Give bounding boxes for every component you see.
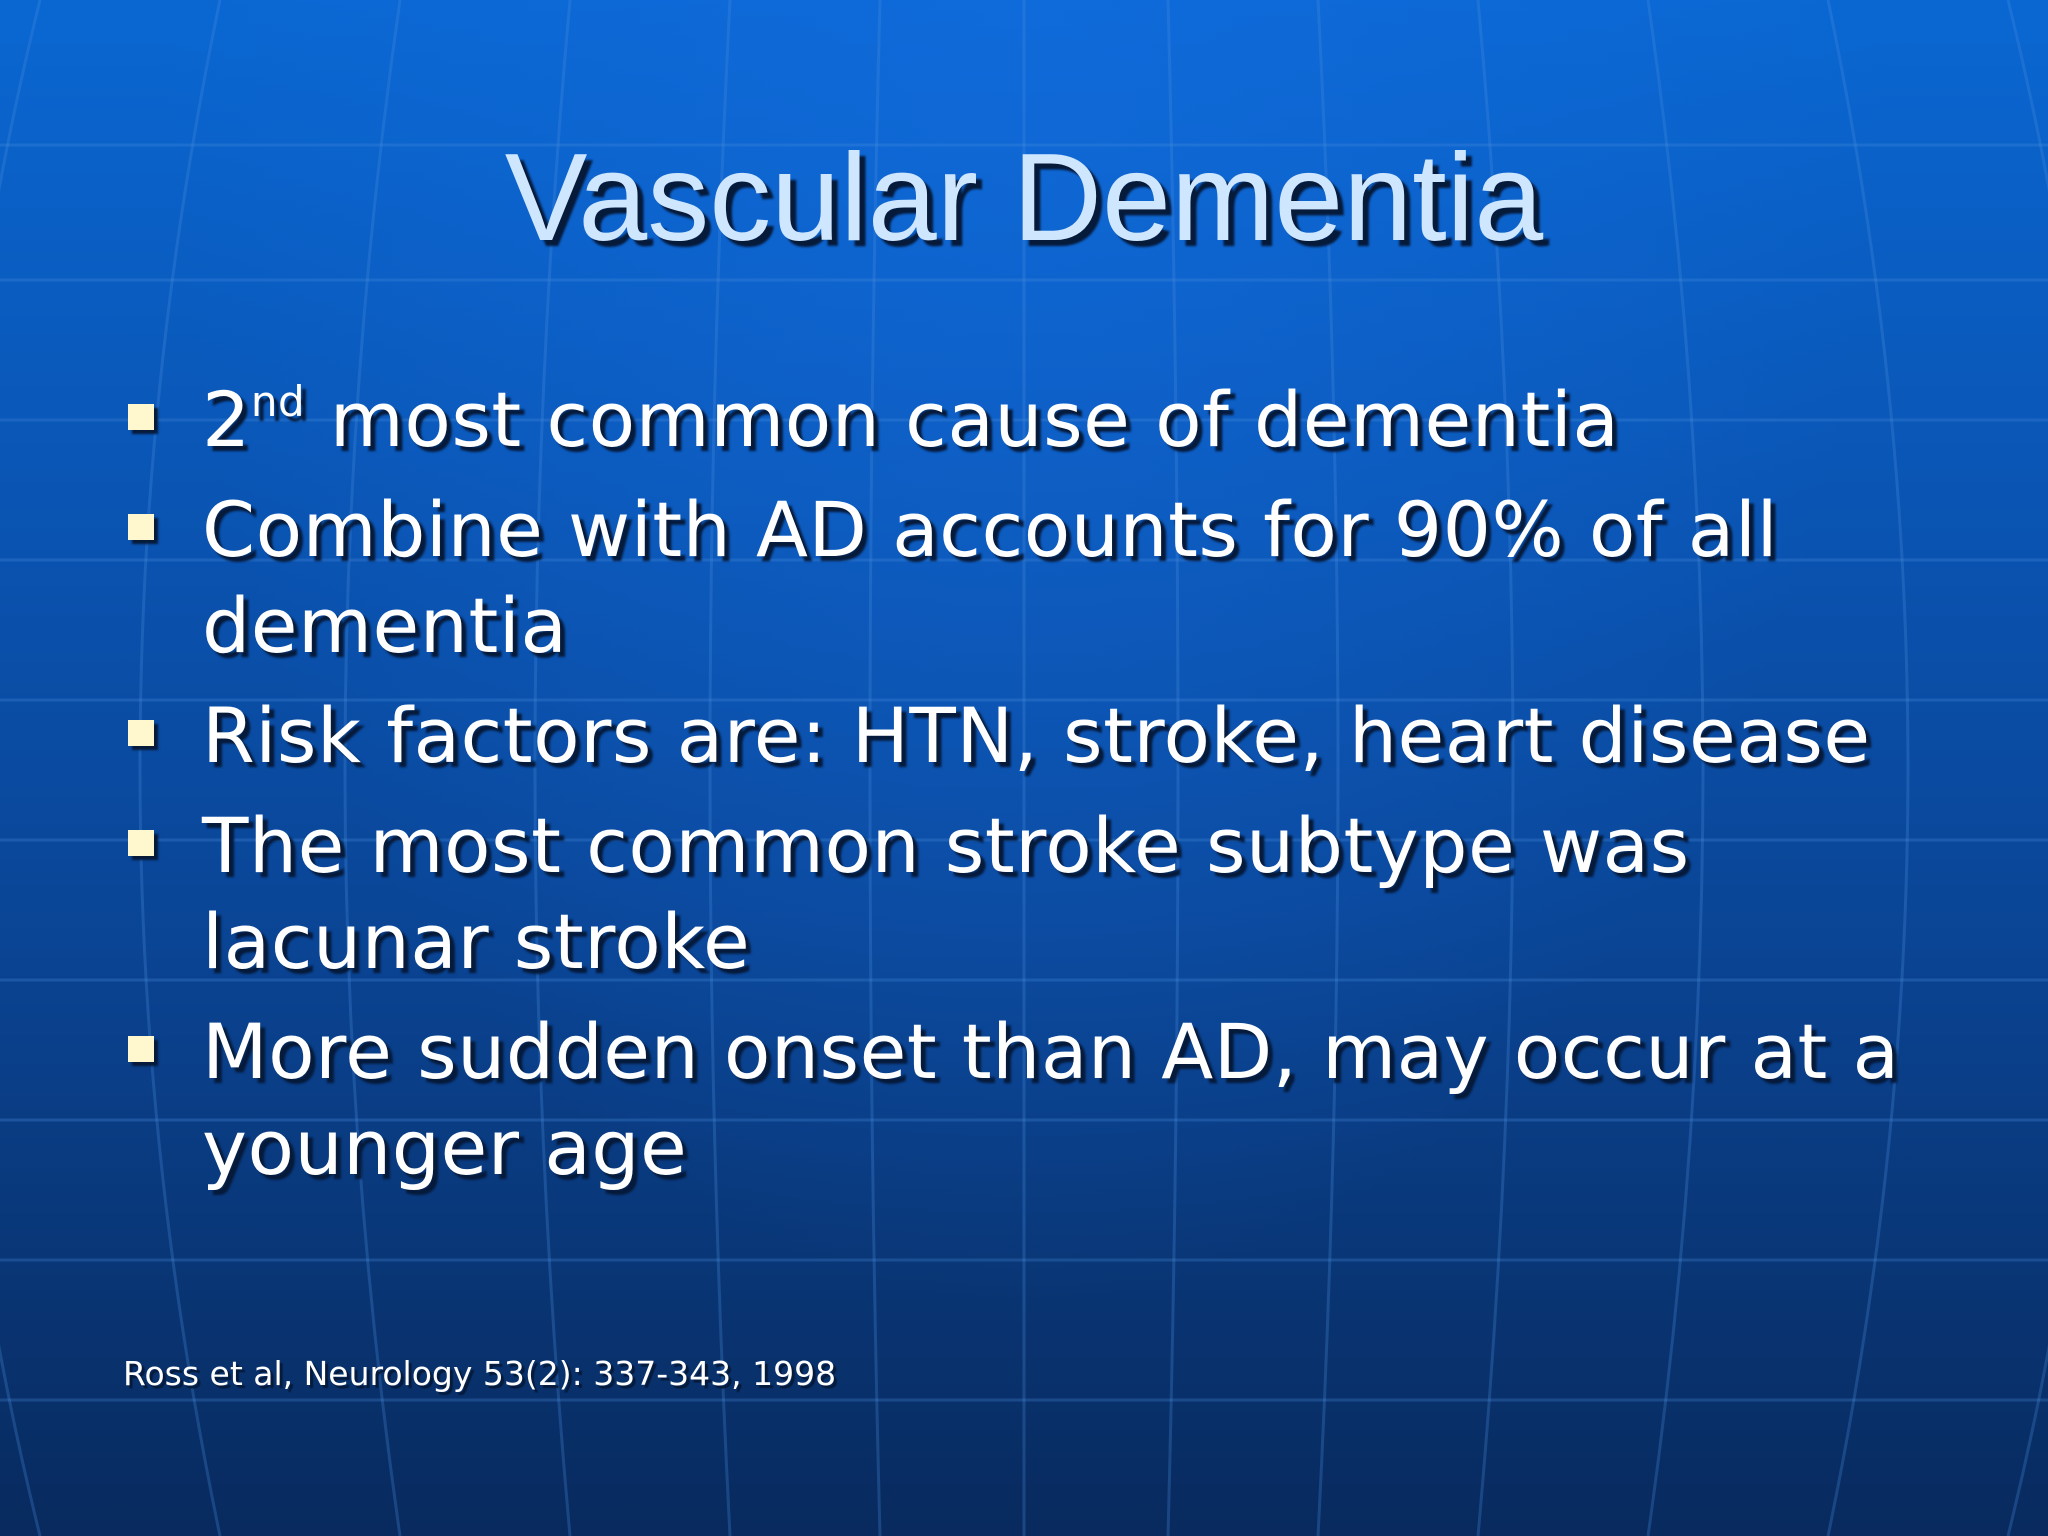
bullet-item [0, 482, 2048, 674]
bullet-text: More sudden onset than AD, may occur at a younger age [202, 1007, 1900, 1192]
bullet-text: Risk factors are: HTN, stroke, heart disease [202, 691, 1871, 780]
bullet-item [0, 1004, 2048, 1196]
citation: Ross et al, Neurology 53(2): 337-343, 1998 [123, 1354, 837, 1393]
slide-title: Vascular Dementia [504, 129, 1544, 267]
bullet-prefix: 2 [202, 375, 251, 464]
square-bullet-icon [128, 514, 154, 540]
bullet-item [0, 798, 2048, 990]
square-bullet-icon [128, 830, 154, 856]
bullet-item [0, 688, 2048, 784]
bullet-superscript: nd [250, 377, 306, 426]
bullet-text: most common cause of dementia [305, 375, 1620, 464]
bullet-text: Combine with AD accounts for 90% of all dementia [202, 485, 1779, 670]
square-bullet-icon [128, 720, 154, 746]
bullet-list [0, 372, 2048, 1210]
square-bullet-icon [128, 404, 154, 430]
bullet-item [0, 372, 2048, 468]
bullet-text: The most common stroke subtype was lacunar stroke [202, 801, 1690, 986]
square-bullet-icon [128, 1036, 154, 1062]
